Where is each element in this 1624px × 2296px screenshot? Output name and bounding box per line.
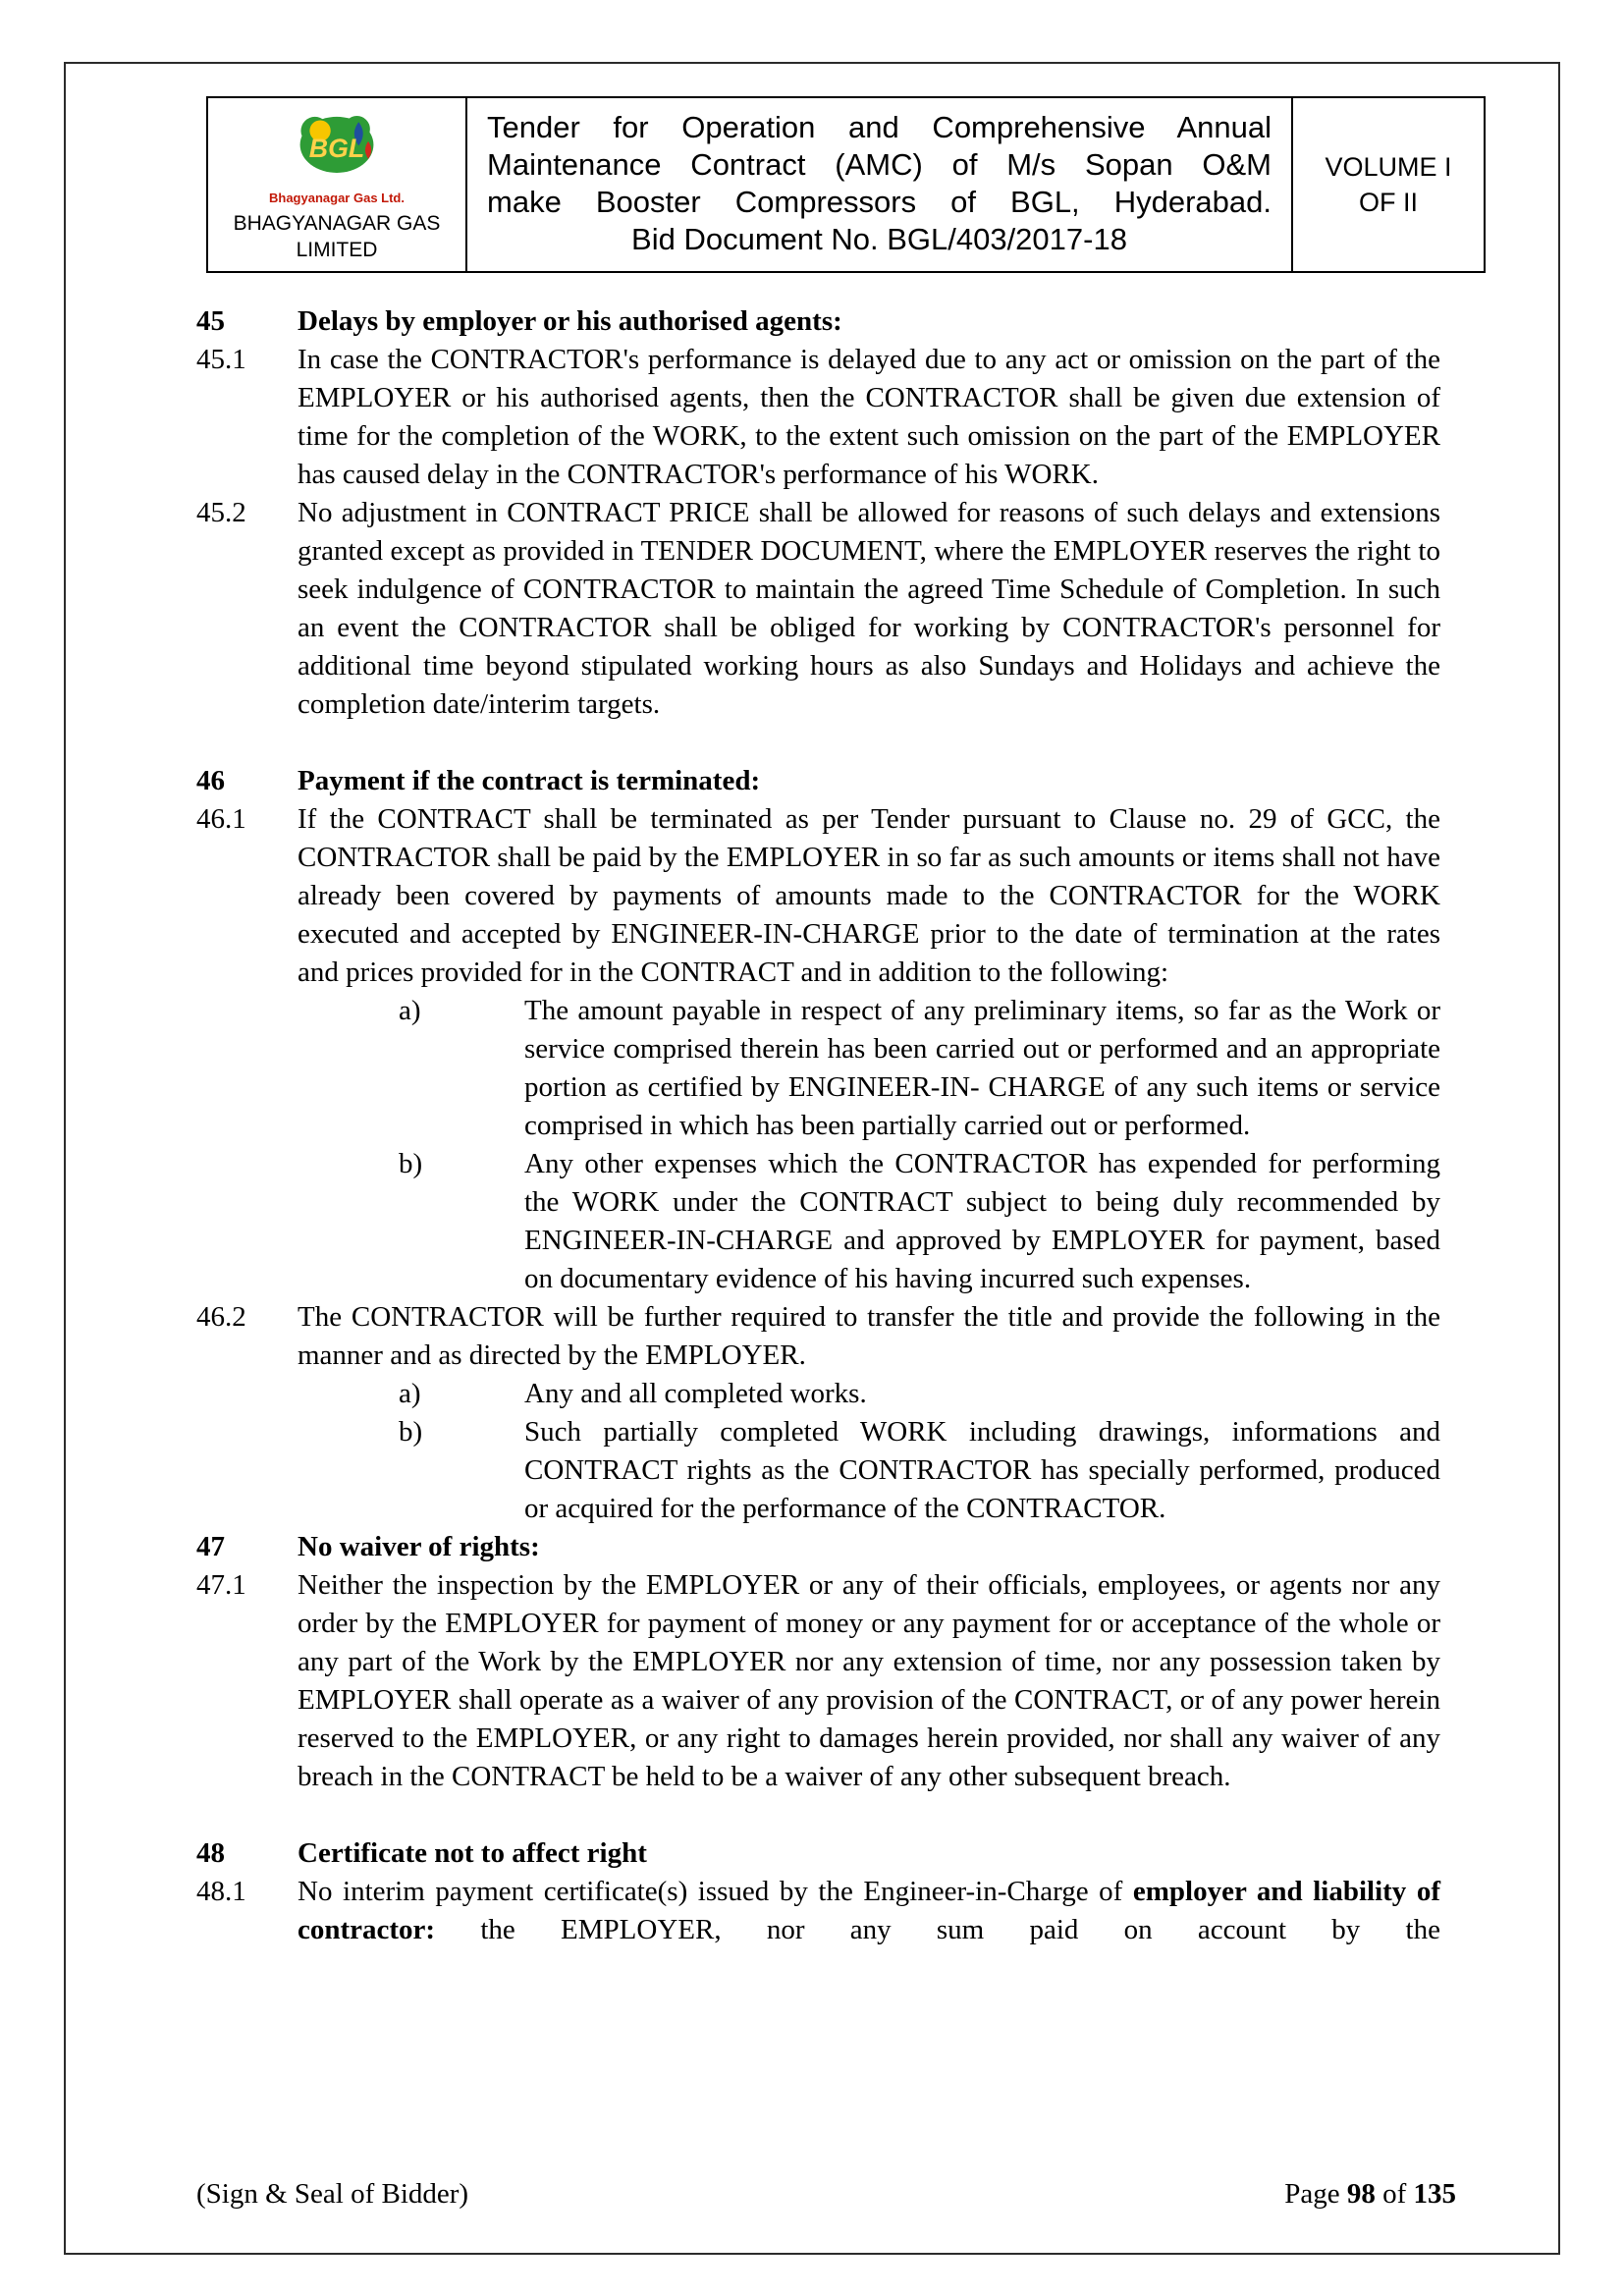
clause-text (298, 1298, 1440, 1375)
clause-text (298, 1566, 1440, 1796)
section-heading (196, 1834, 1440, 1873)
clause-number: 45.1 (196, 344, 246, 375)
clause-text (524, 1413, 1440, 1528)
clause-text (524, 1375, 1440, 1413)
page-current: 98 (1346, 2178, 1376, 2210)
inline-text: Certificate not to affect right (298, 1837, 647, 1869)
section-heading-text (298, 762, 1440, 800)
section-heading (196, 762, 1440, 800)
sub-clause (196, 1145, 1440, 1298)
logo-monogram-text: BGL (308, 133, 365, 163)
clause-text (298, 800, 1440, 992)
inline-text: Delays by employer or his authorised agents: (298, 305, 842, 337)
inline-text: If the CONTRACT shall be terminated as per Tender pursuant to Clause no. 29 of GCC, the CONTRACTOR shall be paid by the EMPLOYER in so far as such amounts or items shall not have already been covered by payments of amounts made to the CONTRACTOR for the WORK executed and accepted by ENGINEER-IN-CHARGE prior to the date of termination at the rates and prices provided for in the CONTRACT and in addition to the following: (298, 803, 1440, 988)
section-heading (196, 1528, 1440, 1566)
clause-paragraph (196, 800, 1440, 992)
inline-text: In case the CONTRACTOR's performance is delayed due to any act or omission on the part of the EMPLOYER or his authorised agents, then the CONTRACTOR shall be given due extension of time for the completion of the WORK, to the extent such omission on the part of the EMPLOYER has caused delay in the CONTRACTOR's performance of his WORK. (298, 344, 1440, 490)
section-heading-text (298, 1834, 1440, 1873)
clause-number: 45.2 (196, 497, 246, 528)
bid-document-number: Bid Document No. BGL/403/2017-18 (631, 222, 1127, 256)
logo-cell (208, 98, 467, 271)
company-name: BHAGYANAGAR GAS LIMITED (233, 212, 441, 261)
tender-title-line: make Booster Compressors of BGL, Hyderabad. (487, 185, 1272, 219)
logo-caption: Bhagyanagar Gas Ltd. (269, 191, 405, 205)
sub-clause-letter: a) (399, 995, 421, 1026)
sub-clause (196, 1375, 1440, 1413)
volume-line-2: OF II (1359, 188, 1418, 217)
clause-text (298, 1873, 1440, 1949)
blank-line (196, 1796, 1440, 1834)
tender-title-line: Tender for Operation and Comprehensive Annual (487, 110, 1272, 144)
clause-number: 47 (196, 1531, 225, 1562)
clause-text (298, 494, 1440, 724)
inline-text: No waiver of rights: (298, 1531, 540, 1562)
page-number (1284, 2175, 1456, 2214)
inline-text: Payment if the contract is terminated: (298, 765, 761, 796)
sub-clause (196, 992, 1440, 1145)
page-label: Page (1284, 2178, 1340, 2210)
inline-text: Such partially completed WORK including drawings, informations and CONTRACT rights as the CONTRACTOR has specially performed, produced or acquired for the performance of the CONTRACTOR. (524, 1416, 1440, 1524)
inline-text: the EMPLOYER, nor any sum paid on account by the (435, 1914, 1440, 1945)
clause-number: 48 (196, 1837, 225, 1869)
clause-text (524, 1145, 1440, 1298)
clause-paragraph (196, 1566, 1440, 1796)
document-footer (196, 2175, 1456, 2214)
clause-paragraph (196, 1873, 1440, 1949)
section-heading-text (298, 302, 1440, 341)
title-cell (467, 98, 1293, 271)
sign-seal-label: (Sign & Seal of Bidder) (196, 2178, 469, 2210)
volume-cell (1293, 98, 1484, 271)
clause-text (298, 341, 1440, 494)
bgl-logo-icon (289, 106, 385, 191)
blank-line (196, 724, 1440, 762)
tender-title-line: Maintenance Contract (AMC) of M/s Sopan O&M (487, 147, 1272, 182)
clause-number: 45 (196, 305, 225, 337)
inline-text: No interim payment certificate(s) issued by the Engineer-in-Charge of (298, 1876, 1133, 1907)
clause-number: 46.1 (196, 803, 246, 835)
section-heading (196, 302, 1440, 341)
volume-line-1: VOLUME I (1325, 152, 1452, 182)
bold-inline-text: employer and liability of contractor: (298, 1876, 1440, 1945)
document-body (196, 302, 1440, 1949)
clause-number: 46 (196, 765, 225, 796)
clause-paragraph (196, 1298, 1440, 1375)
clause-paragraph (196, 494, 1440, 724)
sub-clause-letter: b) (399, 1416, 423, 1448)
document-header (206, 96, 1486, 273)
sub-clause-letter: b) (399, 1148, 423, 1179)
clause-text (524, 992, 1440, 1145)
clause-paragraph (196, 341, 1440, 494)
clause-number: 48.1 (196, 1876, 246, 1907)
inline-text: Any other expenses which the CONTRACTOR has expended for performing the WORK under the CONTRACT subject to being duly recommended by ENGINEER-IN-CHARGE and approved by EMPLOYER for payment, based on documentary evidence of his having incurred such expenses. (524, 1148, 1440, 1294)
sub-clause-letter: a) (399, 1378, 421, 1409)
inline-text: Any and all completed works. (524, 1378, 867, 1409)
page-total: 135 (1413, 2178, 1456, 2210)
page-border (64, 62, 1560, 2255)
company-logo (289, 106, 385, 191)
page-of-label: of (1382, 2178, 1407, 2210)
inline-text: Neither the inspection by the EMPLOYER or any of their officials, employees, or agents nor any order by the EMPLOYER for payment of money or any payment for or acceptance of the whole or any part of the Work by the EMPLOYER nor any extension of time, nor any possession taken by EMPLOYER shall operate as a waiver of any provision of the CONTRACT, or of any power herein reserved to the EMPLOYER, or any right to damages herein provided, nor shall any waiver of any breach in the CONTRACT be held to be a waiver of any other subsequent breach. (298, 1569, 1440, 1792)
clause-number: 46.2 (196, 1301, 246, 1333)
clause-number: 47.1 (196, 1569, 246, 1601)
inline-text: The amount payable in respect of any preliminary items, so far as the Work or service comprised therein has been carried out or performed and an appropriate portion as certified by ENGINEER-IN- CHARGE of any such items or service comprised in which has been partially carried out or performed. (524, 995, 1440, 1141)
inline-text: No adjustment in CONTRACT PRICE shall be allowed for reasons of such delays and extensions granted except as provided in TENDER DOCUMENT, where the EMPLOYER reserves the right to seek indulgence of CONTRACTOR to maintain the agreed Time Schedule of Completion. In such an event the CONTRACTOR shall be obliged for working by CONTRACTOR's personnel for additional time beyond stipulated working hours as also Sundays and Holidays and achieve the completion date/interim targets. (298, 497, 1440, 720)
section-heading-text (298, 1528, 1440, 1566)
inline-text: The CONTRACTOR will be further required to transfer the title and provide the following in the manner and as directed by the EMPLOYER. (298, 1301, 1440, 1371)
sub-clause (196, 1413, 1440, 1528)
